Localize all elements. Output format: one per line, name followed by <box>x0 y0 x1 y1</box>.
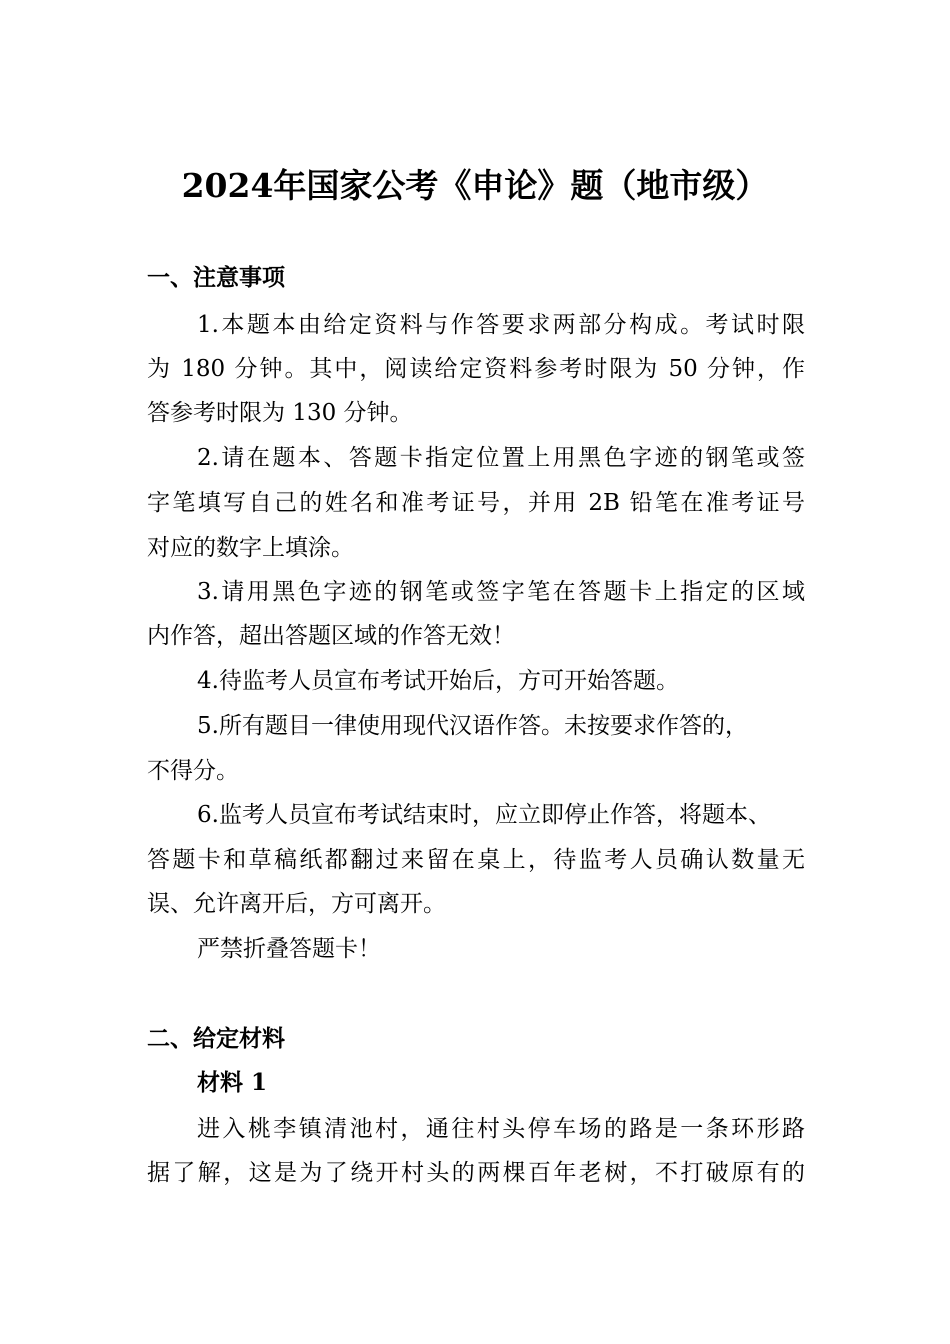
notes-line: 5.所有题目一律使用现代汉语作答。未按要求作答的， <box>197 713 748 739</box>
notes-line: 误、允许离开后，方可离开。 <box>147 891 446 917</box>
notes-line: 为 180 分钟。其中，阅读给定资料参考时限为 50 分钟，作 <box>147 356 805 382</box>
material-line: 据了解，这是为了绕开村头的两棵百年老树，不打破原有的 <box>147 1160 805 1186</box>
notes-line: 3.请用黑色字迹的钢笔或签字笔在答题卡上指定的区域 <box>197 579 805 605</box>
notes-line: 答题卡和草稿纸都翻过来留在桌上，待监考人员确认数量无 <box>147 847 805 873</box>
notes-line: 4.待监考人员宣布考试开始后，方可开始答题。 <box>197 668 679 694</box>
notes-line: 字笔填写自己的姓名和准考证号，并用 2B 铅笔在准考证号 <box>147 490 805 516</box>
section-heading-notes: 一、注意事项 <box>147 264 285 291</box>
notes-line: 严禁折叠答题卡！ <box>197 936 381 962</box>
document-title: 2024年国家公考《申论》题（地市级） <box>181 166 769 205</box>
notes-line: 对应的数字上填涂。 <box>147 535 354 561</box>
material-label: 材料 1 <box>197 1069 268 1096</box>
notes-line: 2.请在题本、答题卡指定位置上用黑色字迹的钢笔或签 <box>197 445 805 471</box>
notes-line: 1.本题本由给定资料与作答要求两部分构成。考试时限 <box>197 312 805 338</box>
notes-line: 答参考时限为 130 分钟。 <box>147 400 413 426</box>
notes-line: 6.监考人员宣布考试结束时，应立即停止作答，将题本、 <box>197 802 771 828</box>
notes-line: 内作答，超出答题区域的作答无效！ <box>147 623 515 649</box>
material-line: 进入桃李镇清池村，通往村头停车场的路是一条环形路 <box>197 1116 805 1142</box>
section-heading-materials: 二、给定材料 <box>147 1025 285 1052</box>
notes-line: 不得分。 <box>147 758 239 784</box>
